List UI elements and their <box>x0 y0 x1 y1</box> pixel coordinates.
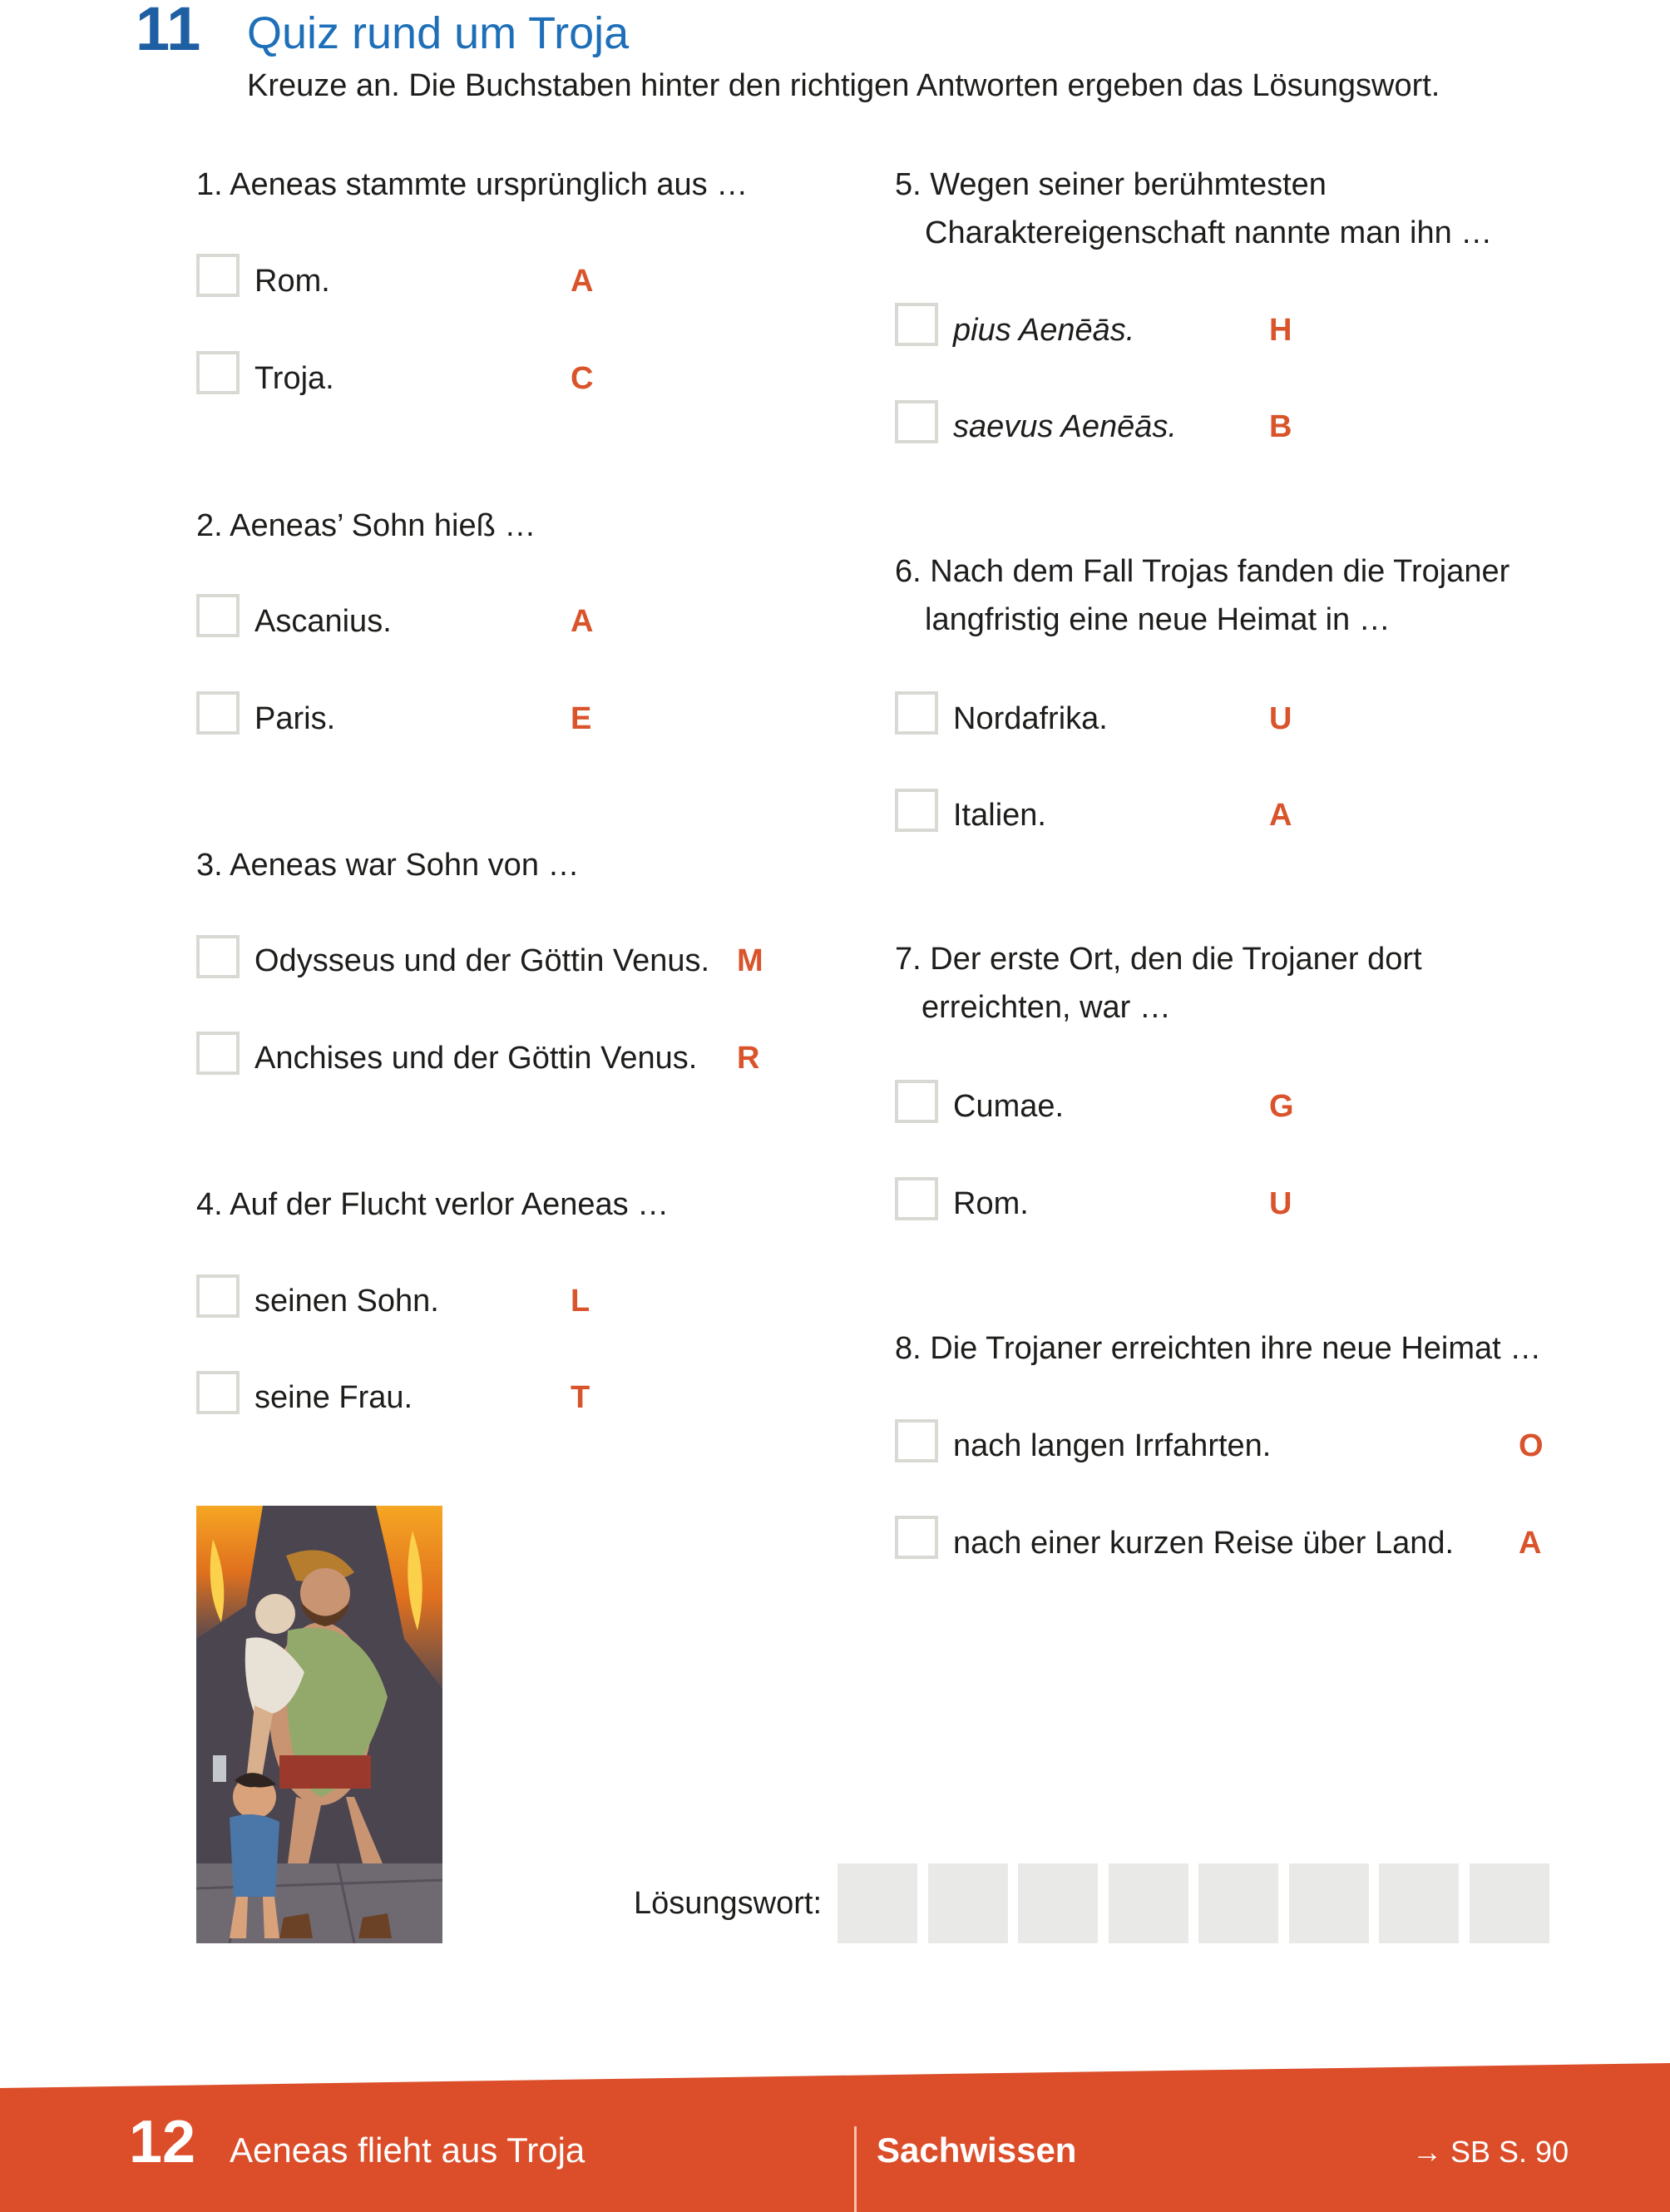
checkbox-q6-b[interactable] <box>895 789 938 832</box>
question-prompt: 8. Die Trojaner erreichten ihre neue Heimat … <box>895 1331 1542 1366</box>
aeneas-carrying-anchises-icon <box>196 1506 442 1943</box>
footer-category: Sachwissen <box>877 2130 1077 2170</box>
option-text: Odysseus und der Göttin Venus. <box>254 943 710 978</box>
option-letter: A <box>571 604 594 639</box>
exercise-number: 11 <box>136 0 201 63</box>
option-letter: U <box>1269 1186 1292 1221</box>
question-2 <box>196 502 536 550</box>
footer-divider <box>854 2126 857 2212</box>
question-6 <box>895 547 1509 644</box>
solution-box-3[interactable] <box>1018 1863 1098 1943</box>
option-text: Troja. <box>254 361 334 396</box>
option-text: Ascanius. <box>254 604 392 639</box>
option-text: nach langen Irrfahrten. <box>953 1428 1272 1463</box>
question-1 <box>196 161 748 209</box>
question-8 <box>895 1324 1541 1373</box>
checkbox-q8-b[interactable] <box>895 1516 938 1559</box>
question-4 <box>196 1180 669 1229</box>
option-letter: C <box>571 361 594 396</box>
checkbox-q7-a[interactable] <box>895 1080 938 1123</box>
next-exercise-title: Aeneas flieht aus Troja <box>230 2130 585 2170</box>
question-prompt: 3. Aeneas war Sohn von … <box>196 848 580 883</box>
checkbox-q4-b[interactable] <box>196 1371 240 1414</box>
option-letter: A <box>1269 798 1292 833</box>
option-letter: L <box>571 1284 590 1319</box>
option-text: pius Aenēās. <box>953 313 1135 348</box>
question-prompt-continued: langfristig eine neue Heimat in … <box>925 602 1391 637</box>
option-text: Cumae. <box>953 1089 1065 1124</box>
checkbox-q1-b[interactable] <box>196 351 240 394</box>
checkbox-q5-b[interactable] <box>895 400 938 443</box>
footer-reference: → SB S. 90 <box>1412 2135 1569 2169</box>
checkbox-q3-b[interactable] <box>196 1032 240 1075</box>
checkbox-q4-a[interactable] <box>196 1274 240 1318</box>
option-text: Rom. <box>254 264 330 299</box>
question-prompt: 1. Aeneas stammte ursprünglich aus … <box>196 167 749 202</box>
checkbox-q3-a[interactable] <box>196 935 240 978</box>
option-letter: R <box>737 1041 760 1076</box>
question-prompt: 7. Der erste Ort, den die Trojaner dort <box>895 942 1422 977</box>
checkbox-q1-a[interactable] <box>196 254 240 297</box>
question-prompt-continued: Charaktereigenschaft nannte man ihn … <box>925 215 1493 250</box>
option-text: seinen Sohn. <box>254 1284 439 1319</box>
option-text: seine Frau. <box>254 1380 413 1415</box>
solution-label: Lösungswort: <box>634 1886 823 1921</box>
solution-box-1[interactable] <box>837 1863 917 1943</box>
question-7 <box>895 935 1422 1032</box>
solution-box-5[interactable] <box>1198 1863 1278 1943</box>
option-text: Nordafrika. <box>953 701 1108 736</box>
option-text: Rom. <box>953 1186 1029 1221</box>
option-letter: T <box>571 1380 590 1415</box>
question-3 <box>196 841 580 889</box>
solution-box-4[interactable] <box>1109 1863 1188 1943</box>
checkbox-q6-a[interactable] <box>895 691 938 735</box>
option-text: Italien. <box>953 798 1046 833</box>
checkbox-q7-b[interactable] <box>895 1177 938 1220</box>
option-text: Anchises und der Göttin Venus. <box>254 1041 698 1076</box>
checkbox-q2-a[interactable] <box>196 594 240 637</box>
option-text: Paris. <box>254 701 336 736</box>
question-prompt-continued: erreichten, war … <box>921 990 1171 1025</box>
option-letter: B <box>1269 409 1292 444</box>
option-letter: A <box>1519 1526 1542 1561</box>
checkbox-q2-b[interactable] <box>196 691 240 735</box>
solution-box-2[interactable] <box>928 1863 1008 1943</box>
solution-box-6[interactable] <box>1289 1863 1369 1943</box>
question-prompt: 6. Nach dem Fall Trojas fanden die Trojaner <box>895 554 1510 589</box>
option-text: nach einer kurzen Reise über Land. <box>953 1526 1455 1561</box>
exercise-title: Quiz rund um Troja <box>247 8 630 58</box>
question-prompt: 2. Aeneas’ Sohn hieß … <box>196 508 536 543</box>
solution-box-7[interactable] <box>1379 1863 1459 1943</box>
solution-box-8[interactable] <box>1470 1863 1549 1943</box>
question-5 <box>895 161 1492 257</box>
option-letter: E <box>571 701 592 736</box>
option-letter: H <box>1269 313 1292 348</box>
question-prompt: 4. Auf der Flucht verlor Aeneas … <box>196 1187 669 1222</box>
option-letter: M <box>737 943 763 978</box>
next-exercise-number: 12 <box>129 2109 196 2175</box>
option-letter: G <box>1269 1089 1294 1124</box>
option-letter: O <box>1519 1428 1544 1463</box>
checkbox-q5-a[interactable] <box>895 303 938 346</box>
question-prompt: 5. Wegen seiner berühmtesten <box>895 167 1327 202</box>
option-letter: U <box>1269 701 1292 736</box>
option-text: saevus Aenēās. <box>953 409 1177 444</box>
option-letter: A <box>571 264 594 299</box>
checkbox-q8-a[interactable] <box>895 1419 938 1462</box>
exercise-instruction: Kreuze an. Die Buchstaben hinter den richtigen Antworten ergeben das Lösungswort. <box>247 68 1440 103</box>
